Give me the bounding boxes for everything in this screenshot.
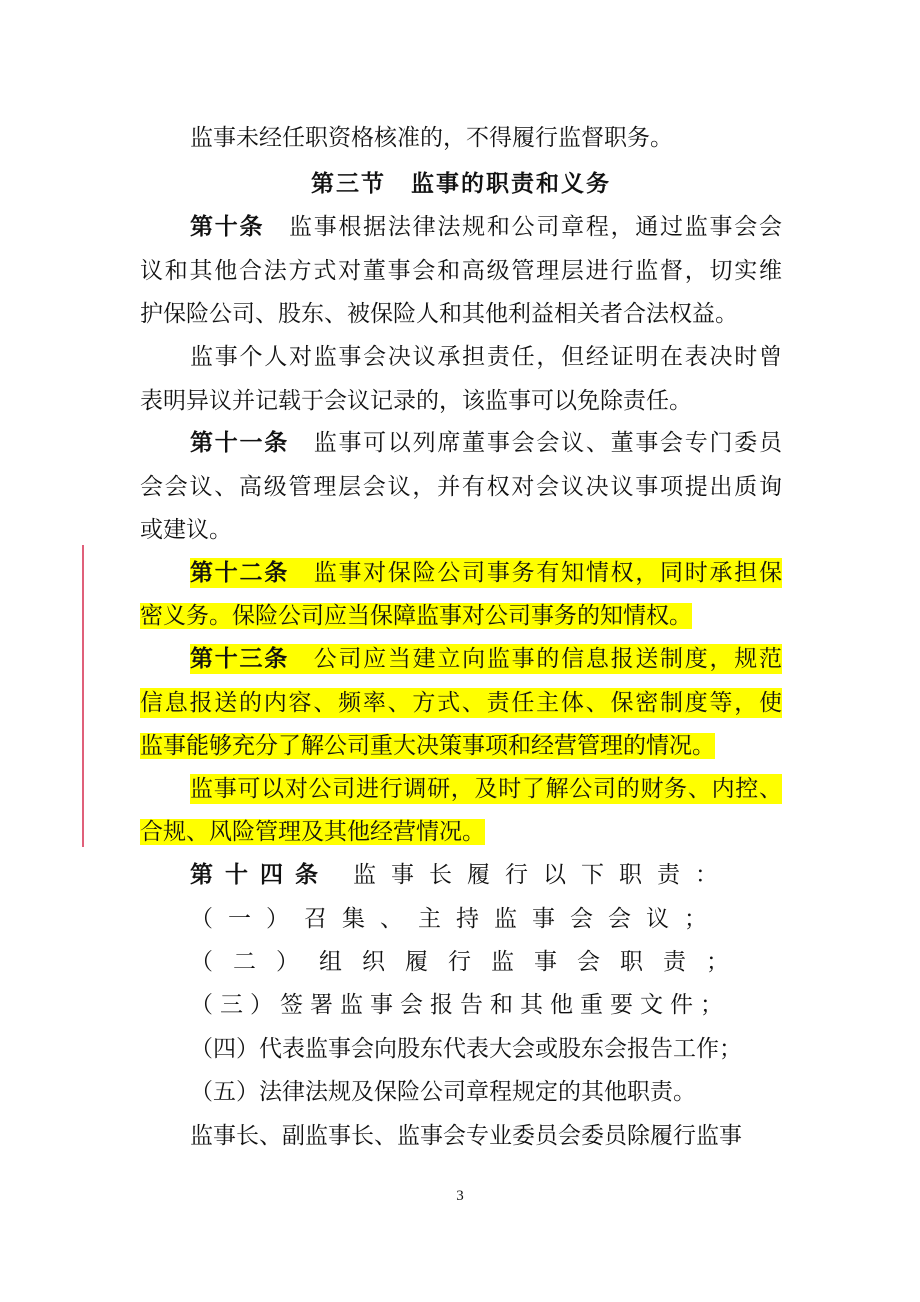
list-item-2: （二）组织履行监事会职责； [190, 949, 749, 975]
text-run: 公司应当建立向监事的信息报送制度，规范 [311, 646, 783, 672]
article-10-line-1 [190, 212, 782, 242]
text-run: 监事未经任职资格核准的，不得履行监督职务。 [190, 125, 673, 151]
paragraph-line: 监事长、副监事长、监事会专业委员会委员除履行监事 [190, 1123, 742, 1149]
text-run: 监事长履行以下职责： [353, 862, 733, 888]
page-number: 3 [456, 1188, 464, 1204]
paragraph-line [190, 123, 782, 153]
text-run: 监事根据法律法规和公司章程，通过监事会会 [287, 214, 783, 240]
article-label: 第十条 [190, 213, 265, 240]
paragraph-line [140, 817, 782, 847]
article-12-line-1 [190, 558, 782, 588]
text-run: 监事可以列席董事会会议、董事会专门委员 [311, 430, 783, 456]
article-13-line-2 [140, 688, 782, 718]
list-item-4: （四）代表监事会向股东代表大会或股东会报告工作； [190, 1036, 742, 1062]
highlighted-text: 合规、风险管理及其他经营情况。 [140, 819, 485, 845]
article-13-line-1 [190, 644, 782, 674]
article-10-line-3: 护保险公司、股东、被保险人和其他利益相关者合法权益。 [140, 301, 738, 327]
article-12-line-2 [140, 601, 782, 631]
article-11-line-3: 或建议。 [140, 517, 232, 543]
article-label: 第十四条 [190, 861, 330, 888]
paragraph-line: 监事个人对监事会决议承担责任，但经证明在表决时曾 [190, 344, 782, 370]
highlighted-text: 密义务。保险公司应当保障监事对公司事务的知情权。 [140, 603, 692, 629]
article-label: 第十二条 [190, 559, 289, 586]
article-10-line-2: 议和其他合法方式对董事会和高级管理层进行监督，切实维 [140, 258, 782, 284]
list-item-1: （一）召集、主持监事会会议； [190, 906, 722, 932]
article-11-line-1 [190, 428, 782, 458]
section-title: 第三节 监事的职责和义务 [311, 170, 611, 197]
highlighted-text: 监事能够充分了解公司重大决策事项和经营管理的情况。 [140, 733, 715, 759]
list-item-5: （五）法律法规及保险公司章程规定的其他职责。 [190, 1079, 696, 1105]
paragraph-line [190, 774, 782, 804]
article-11-line-2: 会会议、高级管理层会议，并有权对会议决议事项提出质询 [140, 474, 782, 500]
revision-bar [82, 545, 84, 847]
highlighted-text: 信息报送的内容、频率、方式、责任主体、保密制度等，使 [140, 690, 782, 716]
text-run: 监事对保险公司事务有知情权，同时承担保 [311, 560, 783, 586]
list-item-3: （三）签署监事会报告和其他重要文件； [190, 992, 730, 1018]
article-label: 第十三条 [190, 645, 289, 672]
article-13-line-3 [140, 731, 782, 761]
article-label: 第十一条 [190, 429, 289, 456]
paragraph-line: 表明异议并记载于会议记录的，该监事可以免除责任。 [140, 388, 692, 414]
highlighted-text: 监事可以对公司进行调研，及时了解公司的财务、内控、 [190, 776, 782, 802]
article-14-line-1 [190, 860, 782, 890]
